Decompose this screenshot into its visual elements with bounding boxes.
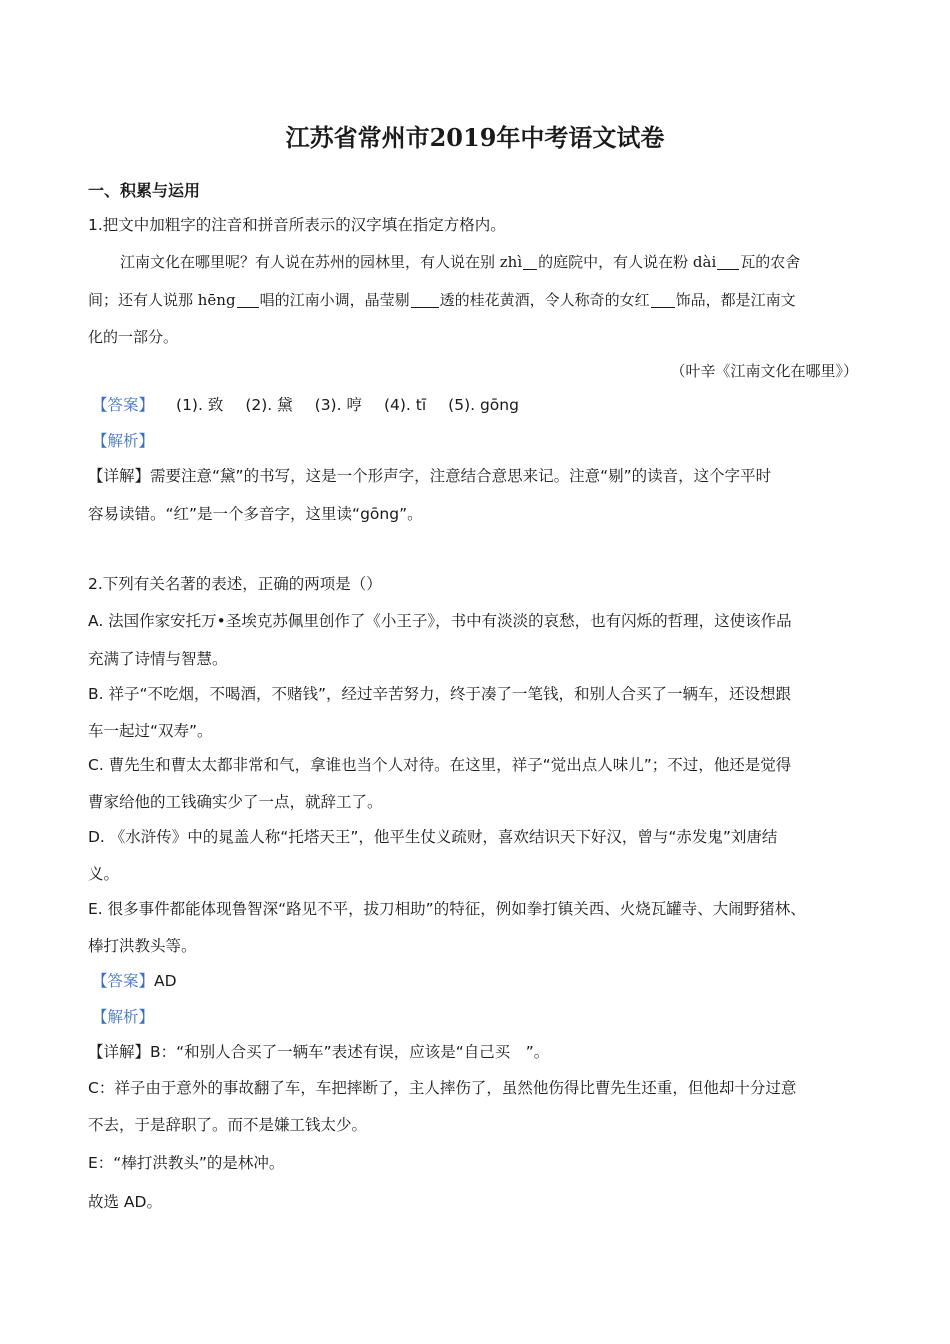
q1-source: （叶辛《江南文化在哪里》） [670, 362, 858, 380]
q2-option-b-cont: 车一起过“双寿”。 [88, 722, 213, 740]
detail-text: B：“和别人合买了一辆车”表述有误，应该是“自己买 ”。 [150, 1043, 550, 1061]
q2-detail-c: C：祥子由于意外的事故翻了车，车把摔断了，主人摔伤了，虽然他伤得比曹先生还重，但他却十分过意 [88, 1079, 797, 1097]
passage-text: 江南文化在哪里呢？有人说在苏州的园林里，有人说在别 zhì [120, 253, 523, 271]
q2-option-d-cont: 义。 [88, 865, 120, 883]
q1-detail-line-1 [88, 465, 771, 487]
passage-text: 瓦的农舍 [740, 253, 801, 271]
q2-option-c-cont: 曹家给他的工钱确实少了一点，就辞工了。 [88, 793, 383, 811]
q2-prompt: 2.下列有关名著的表述，正确的两项是（） [88, 575, 382, 593]
answer-value: AD [154, 972, 177, 990]
answer-label: 【答案】 [92, 972, 155, 990]
answer-item: (3). 哼 [314, 396, 362, 414]
q1-prompt: 1.把文中加粗字的注音和拼音所表示的汉字填在指定方格内。 [88, 216, 506, 234]
q1-passage-line-1 [120, 251, 800, 273]
passage-text: 饰品，都是江南文 [675, 291, 796, 309]
q2-answer [92, 970, 177, 992]
q2-option-e: E. 很多事件都能体现鲁智深“路见不平，拔刀相助”的特征，例如拳打镇关西、火烧瓦罐寺、大闹野猪林、 [88, 900, 806, 918]
answer-item: (1). 致 [176, 396, 224, 414]
blank-5 [651, 292, 675, 308]
q2-option-d: D. 《水浒传》中的晁盖人称“托塔天王”，他平生仗义疏财，喜欢结识天下好汉，曾与“赤发鬼”刘唐结 [88, 828, 778, 846]
q1-answer [92, 394, 519, 416]
q1-analysis-label: 【解析】 [92, 432, 155, 450]
q2-option-a: A. 法国作家安托万•圣埃克苏佩里创作了《小王子》，书中有淡淡的哀愁，也有闪烁的哲理，这使该作品 [88, 612, 792, 630]
blank-1 [523, 254, 537, 270]
q2-detail-c-cont: 不去，于是辞职了。而不是嫌工钱太少。 [88, 1116, 368, 1134]
page-title: 江苏省常州市2019年中考语文试卷 [285, 123, 665, 152]
blank-4 [411, 292, 439, 308]
q1-detail-line-2: 容易读错。“红”是一个多音字，这里读“gōng”。 [88, 505, 423, 523]
detail-text: 需要注意“黛”的书写，这是一个形声字，注意结合意思来记。注意“剔”的读音，这个字平时 [150, 467, 772, 485]
q1-passage-line-3: 化的一部分。 [88, 328, 179, 346]
section-heading: 一、积累与运用 [88, 181, 201, 200]
q1-passage-line-2 [88, 289, 796, 311]
passage-text: 唱的江南小调，晶莹剔 [259, 291, 410, 309]
answer-item: (5). gōng [448, 396, 519, 414]
passage-text: 透的桂花黄酒，令人称奇的女红 [439, 291, 650, 309]
q2-detail-e: E：“棒打洪教头”的是林冲。 [88, 1154, 285, 1172]
q2-option-b: B. 祥子“不吃烟，不喝酒，不赌钱”，经过辛苦努力，终于凑了一笔钱，和别人合买了一辆车，还设想跟 [88, 685, 792, 703]
q2-analysis-label: 【解析】 [92, 1008, 155, 1026]
blank-2 [717, 254, 739, 270]
q2-detail-b [88, 1041, 549, 1063]
q2-option-c: C. 曹先生和曹太太都非常和气，拿谁也当个人对待。在这里，祥子“觉出点人味儿”；不过，他还是觉得 [88, 756, 792, 774]
passage-text: 间；还有人说那 hēng [88, 291, 236, 309]
answer-item: (4). tī [383, 396, 427, 414]
q2-option-e-cont: 棒打洪教头等。 [88, 937, 197, 955]
passage-text: 的庭院中，有人说在粉 dài [538, 253, 717, 271]
detail-label: 【详解】 [88, 1043, 151, 1061]
detail-label: 【详解】 [88, 467, 151, 485]
q2-option-a-cont: 充满了诗情与智慧。 [88, 650, 228, 668]
answer-label: 【答案】 [92, 396, 155, 414]
blank-3 [237, 292, 259, 308]
answer-item: (2). 黛 [245, 396, 293, 414]
q2-conclusion: 故选 AD。 [88, 1193, 162, 1211]
